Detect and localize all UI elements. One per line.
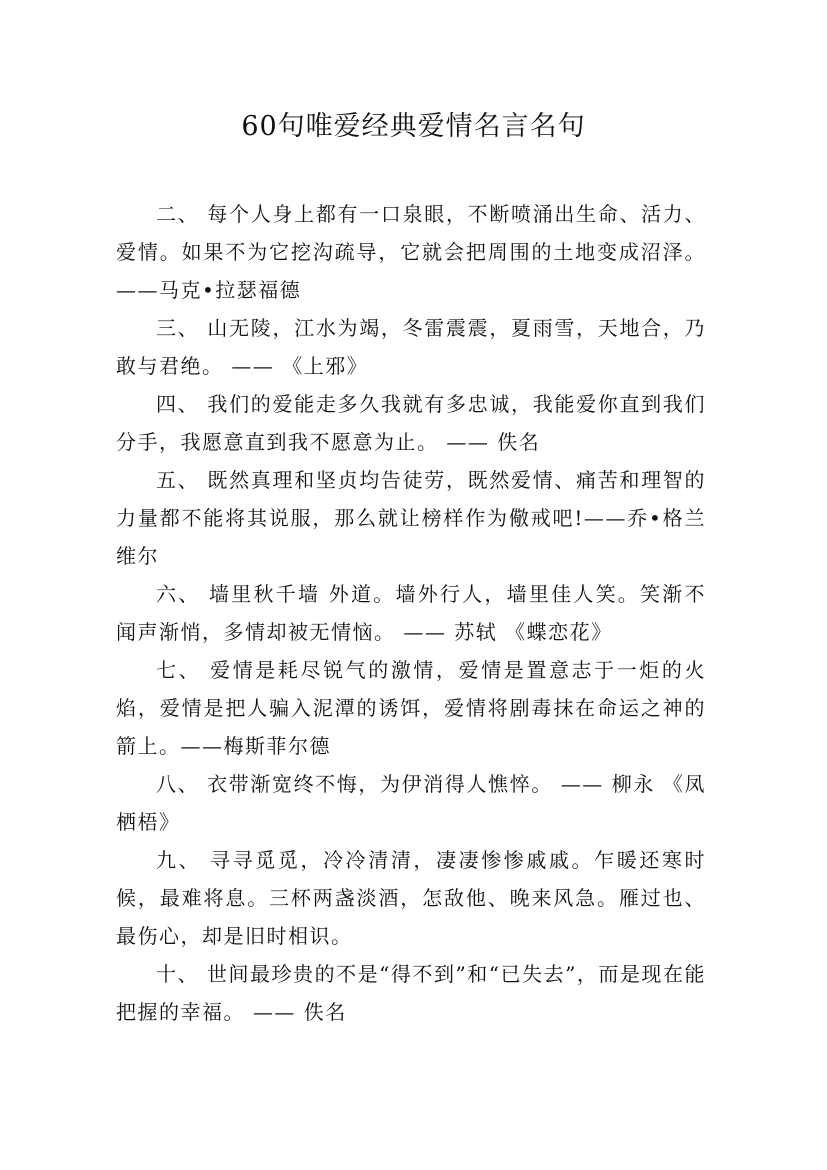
- quote-paragraph-10: 十、 世间最珍贵的不是“得不到”和“已失去”，而是现在能把握的幸福。 —— 佚名: [116, 962, 706, 1024]
- page-title: 60句唯爱经典爱情名言名句: [241, 111, 586, 142]
- quote-paragraph-7: 七、 爱情是耗尽锐气的激情，爱情是置意志于一炬的火焰，爱情是把人骗入泥潭的诱饵，爱情将剧毒抹在命运之神的箭上。——梅斯菲尔德: [116, 658, 706, 758]
- quote-paragraph-2: 二、 每个人身上都有一口泉眼，不断喷涌出生命、活力、爱情。如果不为它挖沟疏导，它就会把周围的土地变成沼泽。——马克•拉瑟福德: [116, 202, 706, 302]
- quote-paragraph-9: 九、 寻寻觅觅，冷冷清清，凄凄惨惨戚戚。乍暖还寒时候，最难将息。三杯两盏淡酒，怎敌他、晚来风急。雁过也、最伤心，却是旧时相识。: [116, 848, 706, 948]
- quote-list: [116, 195, 706, 1031]
- quote-paragraph-4: 四、 我们的爱能走多久我就有多忠诚，我能爱你直到我们分手，我愿意直到我不愿意为止。 —— 佚名: [116, 392, 706, 454]
- quote-paragraph-8: 八、 衣带渐宽终不悔，为伊消得人憔悴。 —— 柳永 《凤栖梧》: [116, 772, 706, 834]
- quote-paragraph-6: 六、 墙里秋千墙 外道。墙外行人，墙里佳人笑。笑渐不闻声渐悄，多情却被无情恼。 —— 苏轼 《蝶恋花》: [116, 582, 706, 644]
- quote-paragraph-3: 三、 山无陵，江水为竭，冬雷震震，夏雨雪，天地合，乃敢与君绝。 —— 《上邪》: [116, 316, 706, 378]
- quote-paragraph-5: 五、 既然真理和坚贞均告徒劳，既然爱情、痛苦和理智的力量都不能将其说服，那么就让榜样作为儆戒吧!——乔•格兰维尔: [116, 468, 706, 568]
